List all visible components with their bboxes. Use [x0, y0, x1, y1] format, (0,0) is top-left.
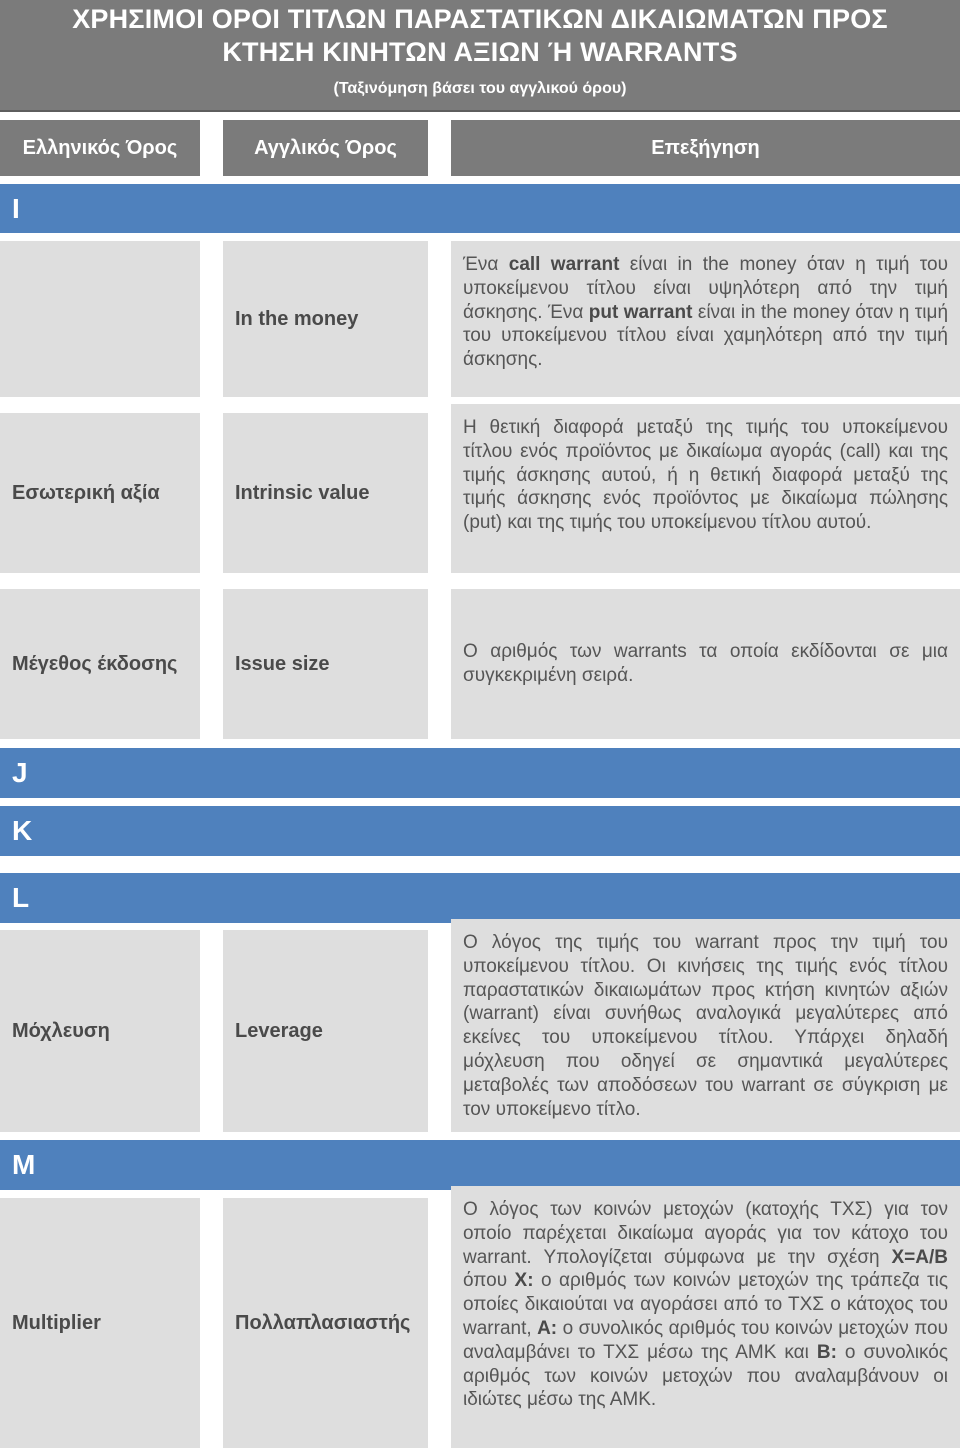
- row-term-english: Intrinsic value: [223, 413, 428, 573]
- row-description: [451, 404, 960, 573]
- section-header-l: L: [0, 873, 960, 923]
- bold-text-run: X=A/B: [891, 1246, 948, 1268]
- section-header-j: J: [0, 748, 960, 798]
- text-run: όπου: [463, 1270, 515, 1292]
- text-run: Ο λόγος των κοινών μετοχών (κατοχής ΤΧΣ) για τον οποίο παρέχεται δικαίωμα αγοράς για τον κάτοχο του warrant. Υπολογίζεται σύμφωνα με την σχέση: [463, 1199, 948, 1268]
- text-run: Ο λόγος της τιμής του warrant προς την τιμή του υποκείμενου τίτλου. Οι κινήσεις της τιμής ενός τίτλου παραστατικών δικαιωμάτων προς κτήση κινητών αξιών (warrant) είναι συνήθως αναλογικά μεγαλύτερες από εκείνες του υποκείμενου τίτλου. Υπάρχει δηλαδή μόχλευση που οδηγεί σε σημαντικά μεγαλύτερες μεταβολές των αποδόσεων του warrant σε σύγκριση με τον υποκείμενο τίτλο.: [463, 932, 948, 1120]
- row-description-padding: [451, 589, 960, 628]
- row-term-english: Πολλαπλασιαστής: [223, 1198, 428, 1448]
- column-header-english: Αγγλικός Όρος: [223, 120, 428, 176]
- row-description: [451, 628, 960, 739]
- row-description: [451, 1186, 960, 1448]
- row-term-english: Leverage: [223, 930, 428, 1132]
- column-header-explanation: Επεξήγηση: [451, 120, 960, 176]
- row-description: [451, 241, 960, 397]
- text-run: Η θετική διαφορά μεταξύ της τιμής του υποκείμενου τίτλου ενός προϊόντος με δικαίωμα αγοράς (call) και της τιμής άσκησης αυτού, ή η θετική διαφορά μεταξύ της τιμής άσκησης ενός προϊόντος με δικαίωμα πώλησης (put) και της τιμής του υποκείμενου τίτλου αυτού.: [463, 417, 948, 534]
- page-title-line-1: ΧΡΗΣΙΜΟΙ ΟΡΟΙ ΤΙΤΛΩΝ ΠΑΡΑΣΤΑΤΙΚΩΝ ΔΙΚΑΙΩΜΑΤΩΝ ΠΡΟΣ: [72, 4, 888, 34]
- page-title-line-2: ΚΤΗΣΗ ΚΙΝΗΤΩΝ ΑΞΙΩΝ Ή WARRANTS: [222, 37, 738, 67]
- column-header-greek: Ελληνικός Όρος: [0, 120, 200, 176]
- row-term-english: In the money: [223, 241, 428, 397]
- bold-text-run: put warrant: [588, 301, 693, 323]
- row-term-greek: Εσωτερική αξία: [0, 413, 200, 573]
- text-run: ο συνολικός αριθμός του κοινών μετοχών που αναλαμβάνει το ΤΧΣ μέσω της ΑΜΚ και: [463, 1317, 948, 1363]
- text-run: Ένα: [463, 254, 509, 275]
- bold-text-run: A:: [537, 1317, 558, 1339]
- title-banner: [0, 0, 960, 112]
- row-description: [451, 919, 960, 1132]
- text-run: ο αριθμός των κοινών μετοχών της τράπεζα τις οποίες δικαιούται να αγοράσει από το ΤΧΣ ο κάτοχος του warrant,: [463, 1270, 948, 1339]
- text-run: είναι in the money όταν η τιμή του υποκείμενου τίτλου είναι χαμηλότερη από την τιμή άσκησης.: [463, 301, 949, 371]
- section-header-k: K: [0, 806, 960, 856]
- section-header-m: M: [0, 1140, 960, 1190]
- row-term-greek: Μέγεθος έκδοσης: [0, 589, 200, 739]
- section-header-i: I: [0, 184, 960, 233]
- row-in-the-money-greek-cell: [0, 241, 200, 397]
- text-run: Ο αριθμός των warrants τα οποία εκδίδονται σε μια συγκεκριμένη σειρά.: [463, 641, 948, 686]
- text-run: είναι in the money όταν η τιμή του υποκείμενου τίτλου είναι υψηλότερη από την τιμή άσκησης. Ένα: [463, 254, 948, 323]
- bold-text-run: call warrant: [508, 254, 620, 275]
- bold-text-run: B:: [816, 1341, 837, 1363]
- bold-text-run: X:: [514, 1270, 534, 1292]
- text-run: ο συνολικός αριθμός των κοινών μετοχών που αναλαμβάνουν οι ιδιώτες μέσω της ΑΜΚ.: [463, 1341, 948, 1411]
- row-term-greek: [0, 241, 200, 397]
- row-term-greek: Multiplier: [0, 1198, 200, 1448]
- page-subtitle: (Ταξινόμηση βάσει του αγγλικού όρου): [333, 80, 627, 97]
- row-term-greek: Μόχλευση: [0, 930, 200, 1132]
- row-term-english: Issue size: [223, 589, 428, 739]
